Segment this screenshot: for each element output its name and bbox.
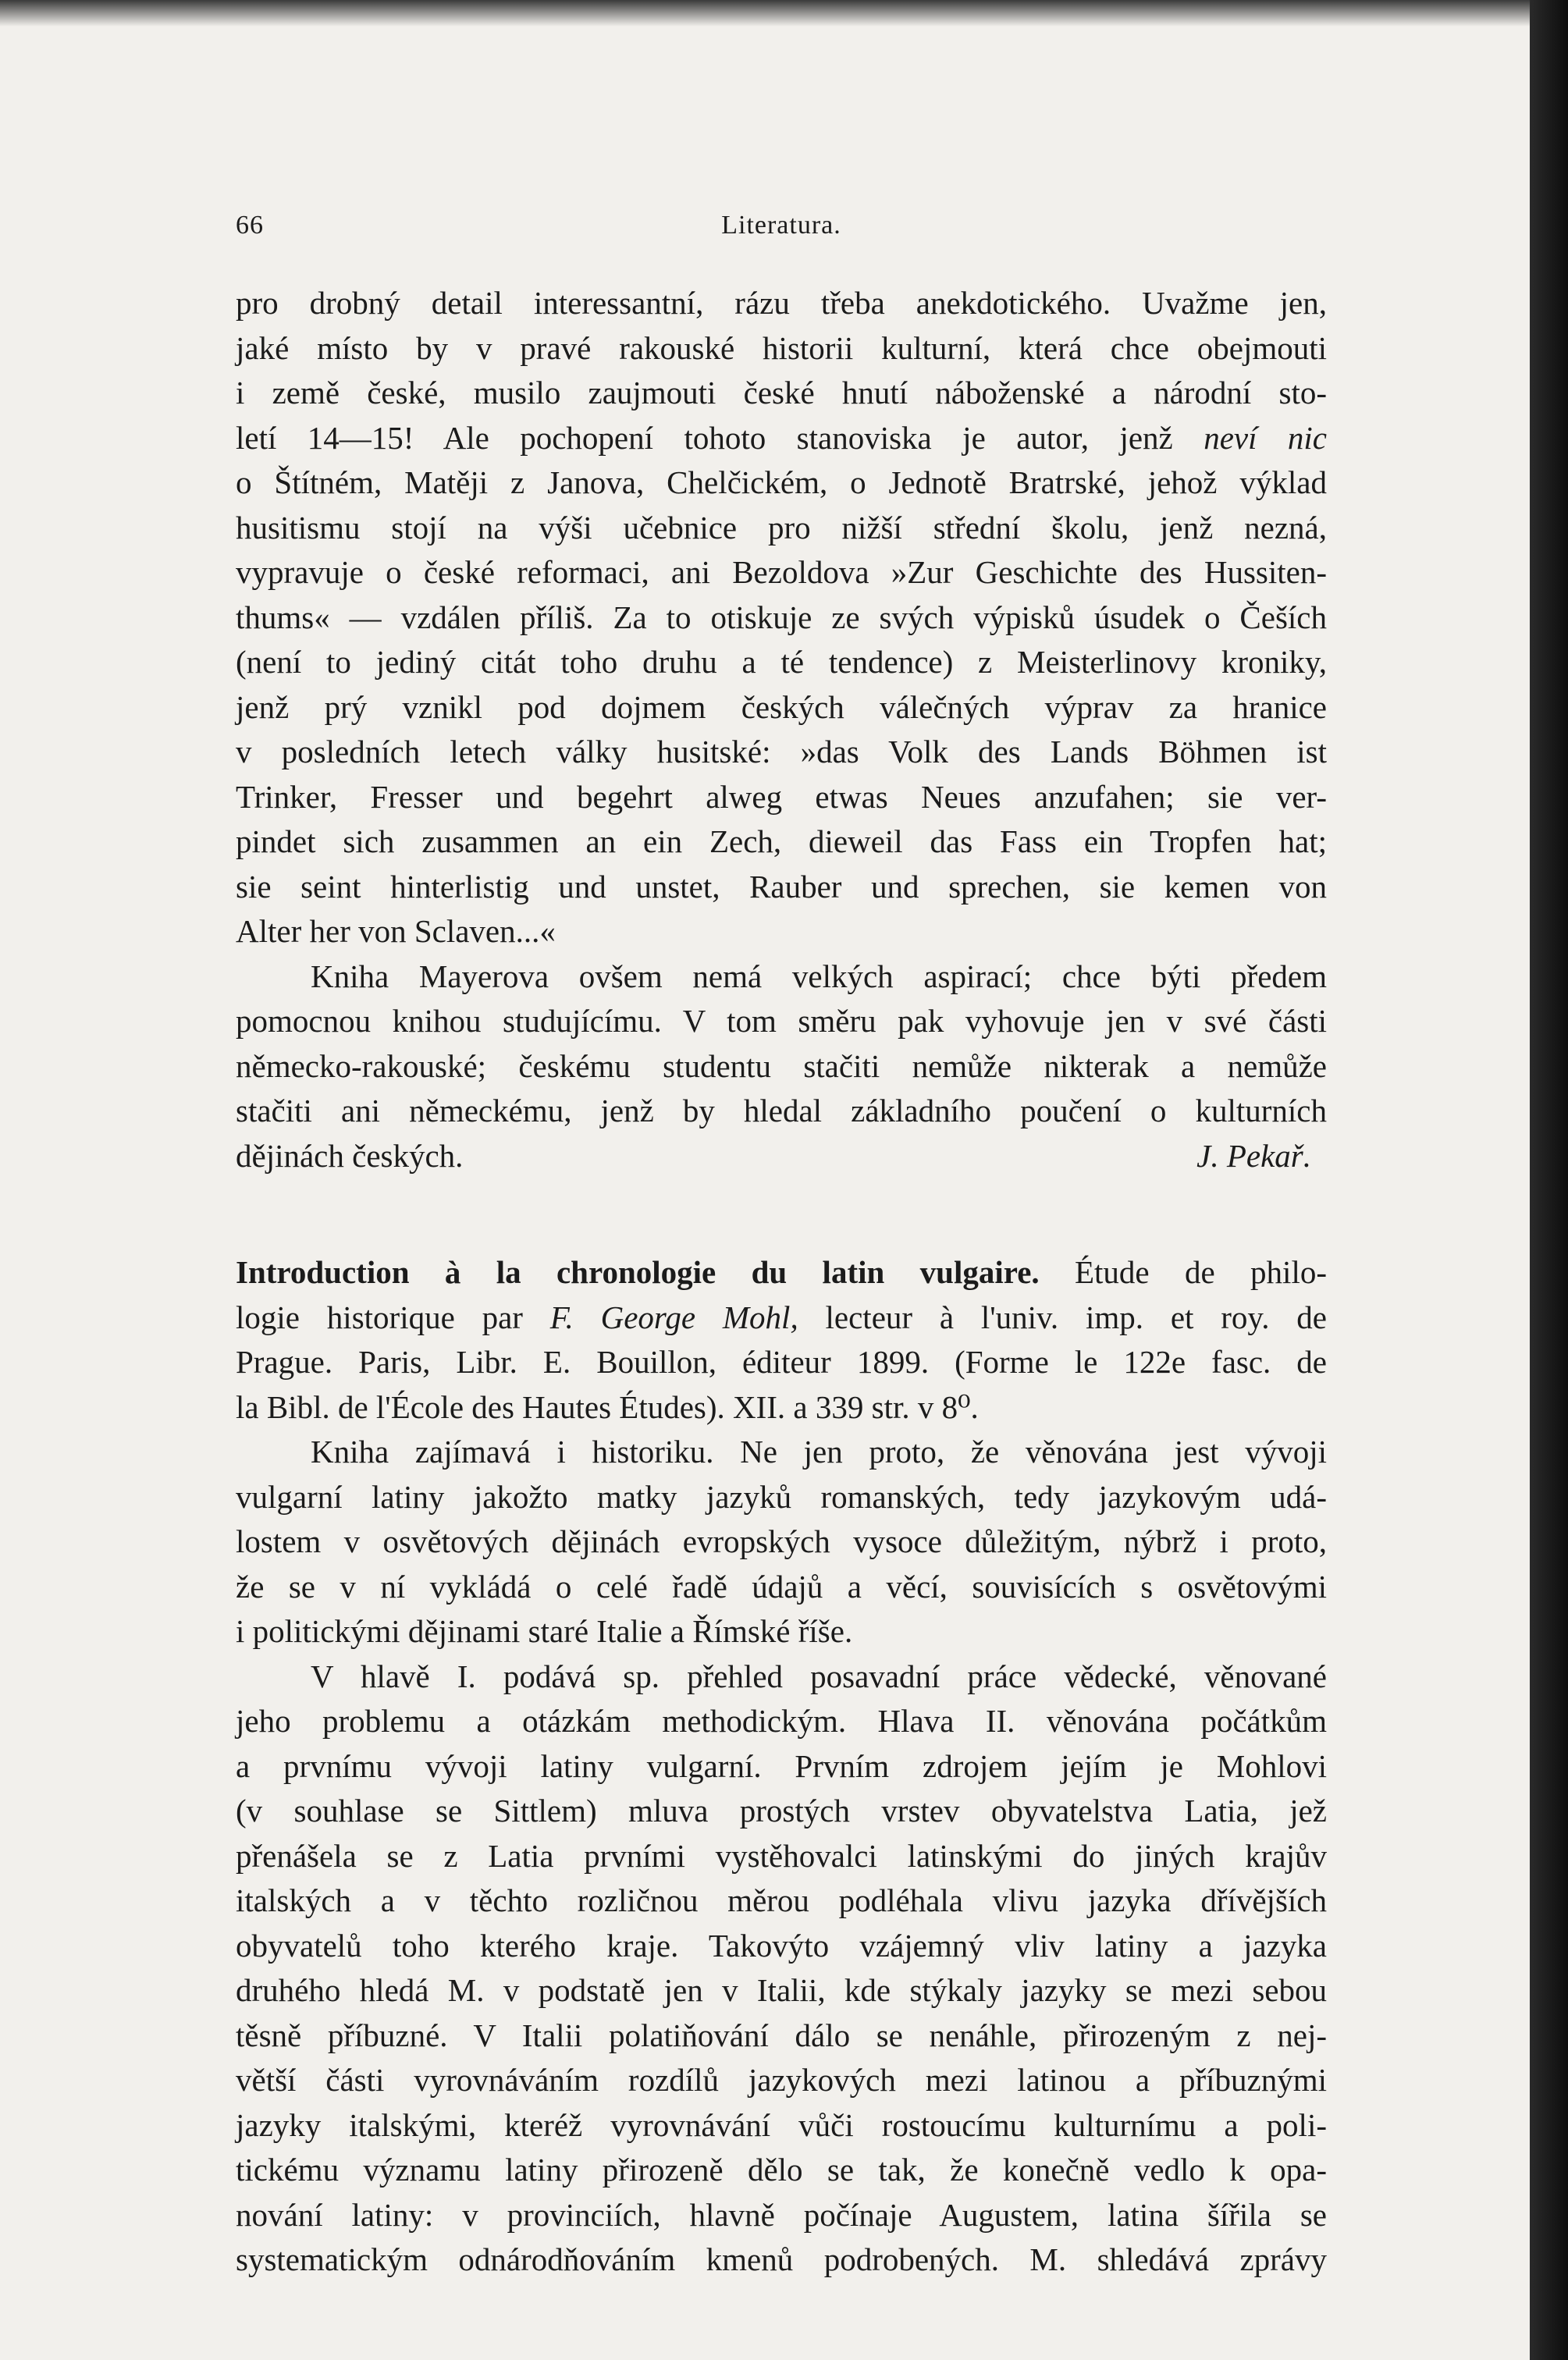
- text-line: těsně příbuzné. V Italii polatiňování dálo se nenáhle, přirozeným z nej-: [236, 2017, 1327, 2053]
- book-author: F. George Mohl,: [549, 1299, 798, 1335]
- text-line: německo-rakouské; českému studentu stačiti nemůže nikterak a nemůže: [236, 1047, 1327, 1084]
- scan-edge-right: [1530, 0, 1568, 2360]
- running-title: Literatura.: [721, 211, 841, 240]
- text-line: V hlavě I. podává sp. přehled posavadní práce vědecké, věnované: [311, 1658, 1327, 1694]
- text-line: systematickým odnárodňováním kmenů podrobených. M. shledává zprávy: [236, 2241, 1327, 2277]
- book-title: Introduction à la chronologie du latin vulgaire.: [236, 1254, 1040, 1290]
- text-line: obyvatelů toho kterého kraje. Takovýto vzájemný vliv latiny a jazyka: [236, 1927, 1327, 1964]
- text-line: tickému významu latiny přirozeně dělo se tak, že konečně vedlo k opa-: [236, 2152, 1327, 2188]
- text-line: stačiti ani německému, jenž by hledal základního poučení o kulturních: [236, 1093, 1327, 1128]
- text-line: pindet sich zusammen an ein Zech, dieweil das Fass ein Tropfen hat;: [236, 823, 1327, 859]
- text-line: v posledních letech války husitské: »das Volk des Lands Böhmen ist: [236, 734, 1327, 769]
- signature: J. Pekař.: [1196, 1137, 1311, 1174]
- review-signature-row: [236, 1134, 1327, 1179]
- text-line: italských a v těchto rozličnou měrou podléhala vlivu jazyka dřívějších: [236, 1882, 1327, 1918]
- text-line: husitismu stojí na výši učebnice pro nižší střední školu, jenž nezná,: [236, 509, 1327, 546]
- text-line: thums« — vzdálen příliš. Za to otiskuje ze svých výpisků úsudek o Češích: [236, 599, 1327, 635]
- text-line: Kniha Mayerova ovšem nemá velkých aspirací; chce býti předem: [311, 958, 1327, 994]
- text-line: Kniha zajímavá i historiku. Ne jen proto, že věnována jest vývoji: [311, 1434, 1327, 1470]
- text-line: jeho problemu a otázkám methodickým. Hlava II. věnována počátkům: [236, 1703, 1327, 1739]
- text-line: jazyky italskými, kteréž vyrovnávání vůči rostoucímu kulturnímu a poli-: [236, 2106, 1327, 2143]
- text-line: druhého hledá M. v podstatě jen v Italii, kde stýkaly jazyky se mezi sebou: [236, 1972, 1327, 2008]
- byline-prefix: logie historique par: [236, 1299, 523, 1335]
- page-header: [236, 211, 1327, 250]
- review-mohl: [236, 1250, 1327, 2283]
- book-subtitle: Étude de philo-: [1075, 1254, 1327, 1290]
- text-line: lostem v osvětových dějinách evropských vysoce důležitým, nýbrž i proto,: [236, 1523, 1327, 1559]
- scan-edge-top: [0, 0, 1530, 27]
- text-line: větší části vyrovnáváním rozdílů jazykových mezi latinou a příbuznými: [236, 2062, 1327, 2098]
- text-line: vypravuje o české reformaci, ani Bezoldova »Zur Geschichte des Hussiten-: [236, 554, 1327, 590]
- publication-line-2: la Bibl. de l'École des Hautes Études). XII. a 339 str. v 8⁰.: [236, 1388, 979, 1425]
- publication-line: Prague. Paris, Libr. E. Bouillon, éditeur 1899. (Forme le 122e fasc. de: [236, 1344, 1327, 1380]
- text-line: že se v ní vykládá o celé řadě údajů a věcí, souvisících s osvětovými: [236, 1568, 1327, 1605]
- byline-suffix: lecteur à l'univ. imp. et roy. de: [825, 1299, 1328, 1335]
- text-line: (v souhlase se Sittlem) mluva prostých vrstev obyvatelstva Latia, jež: [236, 1793, 1327, 1829]
- page-number: 66: [236, 211, 264, 240]
- review-heading-line: [236, 1250, 1327, 1296]
- line-text: letí 14—15! Ale pochopení tohoto stanoviska je autor, jenž: [236, 419, 1204, 456]
- text-line: jenž prý vznikl pod dojmem českých válečných výprav za hranice: [236, 688, 1327, 725]
- text-line: vulgarní latiny jakožto matky jazyků romanských, tedy jazykovým udá-: [236, 1478, 1327, 1515]
- text-line: Alter her von Sclaven...«: [236, 913, 556, 949]
- review-paragraph-1: [236, 1430, 1327, 1654]
- text-line: nování latiny: v provinciích, hlavně počínaje Augustem, latina šířila se: [236, 2196, 1327, 2233]
- section-gap: [236, 1178, 1327, 1250]
- review-paragraph-2: [236, 1654, 1327, 2283]
- page-body: [236, 281, 1327, 2283]
- review-heading-line-2: [236, 1296, 1327, 1341]
- text-line: [236, 416, 1327, 461]
- text-line: a prvnímu vývoji latiny vulgarní. Prvním zdrojem jejím je Mohlovi: [236, 1747, 1327, 1784]
- text-line: přenášela se z Latia prvními vystěhovalci latinskými do jiných krajův: [236, 1837, 1327, 1874]
- review-pekar: [236, 281, 1327, 1134]
- text-line: i země české, musilo zaujmouti české hnutí náboženské a národní sto-: [236, 375, 1327, 411]
- text-line: o Štítném, Matěji z Janova, Chelčickém, o Jednotě Bratrské, jehož výklad: [236, 464, 1327, 500]
- text-line: pomocnou knihou studujícímu. V tom směru pak vyhovuje jen v své části: [236, 1003, 1327, 1039]
- text-line: i politickými dějinami staré Italie a Římské říše.: [236, 1613, 853, 1649]
- text-line: Trinker, Fresser und begehrt alweg etwas Neues anzufahen; sie ver-: [236, 778, 1327, 815]
- emphasis: neví nic: [1204, 419, 1327, 456]
- text-line: (není to jediný citát toho druhu a té tendence) z Meisterlinovy kroniky,: [236, 644, 1327, 680]
- text-line: sie seint hinterlistig und unstet, Rauber und sprechen, sie kemen von: [236, 868, 1327, 905]
- text-line: pro drobný detail interessantní, rázu třeba anekdotického. Uvažme jen,: [236, 285, 1327, 321]
- closing-line: dějinách českých.: [236, 1137, 464, 1174]
- text-line: jaké místo by v pravé rakouské historii kulturní, která chce obejmouti: [236, 329, 1327, 366]
